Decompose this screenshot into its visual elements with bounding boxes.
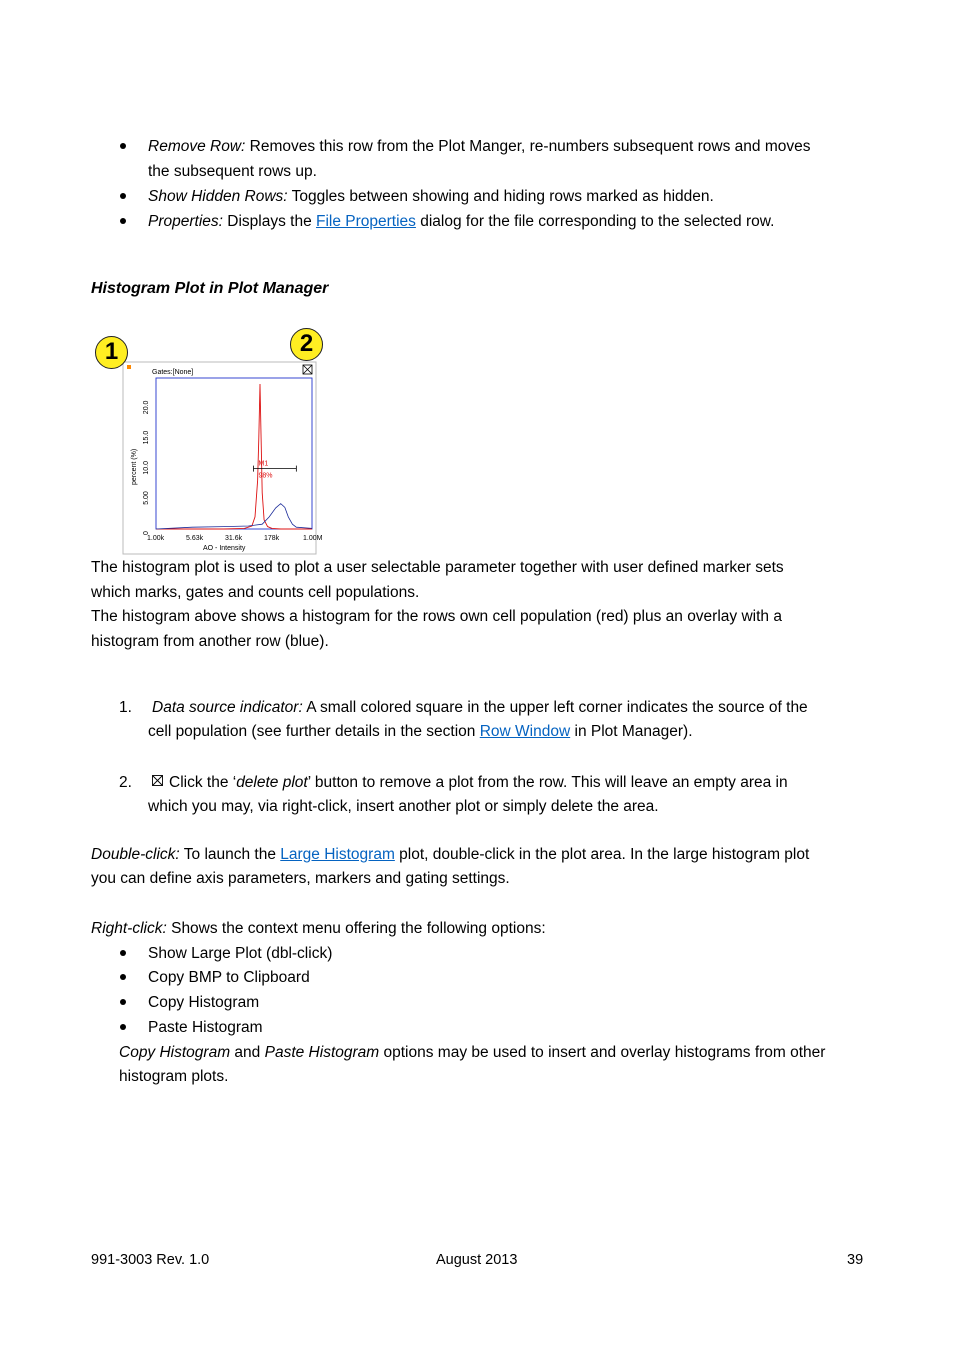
bullet-dot xyxy=(120,950,126,956)
right-click-para: Right-click: Shows the context menu offering the following options: xyxy=(91,920,546,937)
bullet-dot xyxy=(120,999,126,1005)
large-histogram-link[interactable]: Large Histogram xyxy=(280,846,395,863)
data-source-indicator[interactable] xyxy=(127,365,131,369)
closing-para: Copy Histogram and Paste Histogram options may be used to insert and overlay histograms from other xyxy=(119,1044,826,1061)
intro-line-3: The histogram above shows a histogram for the rows own cell population (red) plus an overlay with a xyxy=(91,608,782,625)
double-click-para: Double-click: To launch the Large Histogram plot, double-click in the plot area. In the large histogram plot xyxy=(91,846,810,863)
x-tick-label: 178k xyxy=(264,535,280,542)
menu-item-copy-bmp: Copy BMP to Clipboard xyxy=(148,969,310,986)
bullet-remove-row-cont: the subsequent rows up. xyxy=(148,163,317,180)
x-tick-label: 1.00k xyxy=(147,535,165,542)
menu-item-show-large-plot: Show Large Plot (dbl-click) xyxy=(148,945,333,962)
delete-plot-icon xyxy=(152,775,163,786)
section-heading: Histogram Plot in Plot Manager xyxy=(91,280,329,297)
bullet-dot xyxy=(120,974,126,980)
closing-para-cont: histogram plots. xyxy=(119,1068,229,1085)
x-axis-label: AO - Intensity xyxy=(203,545,246,552)
y-tick-label: 0 xyxy=(143,531,150,535)
y-tick-label: 5.00 xyxy=(143,491,150,505)
bullet-dot xyxy=(120,1024,126,1030)
intro-line-4: histogram from another row (blue). xyxy=(91,633,329,650)
y-axis-label: percent (%) xyxy=(131,448,138,485)
footer-doc-number: 991-3003 Rev. 1.0 xyxy=(91,1252,210,1268)
list-number-1: 1. xyxy=(119,699,132,716)
footer-page-number: 39 xyxy=(847,1252,864,1268)
numbered-item-2-cont: which you may, via right-click, insert another plot or simply delete the area. xyxy=(148,798,659,815)
callout-badge-1: 1 xyxy=(95,336,128,369)
bullet-properties: Properties: Displays the File Properties dialog for the file corresponding to the selected row. xyxy=(148,213,775,230)
bullet-show-hidden-rows: Show Hidden Rows: Toggles between showing and hiding rows marked as hidden. xyxy=(148,188,714,205)
y-tick-label: 10.0 xyxy=(143,460,150,475)
bullet-dot xyxy=(120,218,126,224)
row-window-link[interactable]: Row Window xyxy=(479,723,571,740)
numbered-item-1-cont: cell population (see further details in the section Row Window in Plot Manager). xyxy=(148,723,693,740)
marker-label: M1 xyxy=(258,460,269,468)
intro-line-2: which marks, gates and counts cell populations. xyxy=(91,584,420,601)
x-tick-label: 31.6k xyxy=(225,535,243,542)
bullet-remove-row: Remove Row: Removes this row from the Plot Manger, re-numbers subsequent rows and moves xyxy=(148,138,811,155)
bullet-dot xyxy=(120,193,126,199)
menu-item-copy-histogram: Copy Histogram xyxy=(148,994,260,1011)
bullet-dot xyxy=(120,143,126,149)
file-properties-link[interactable]: File Properties xyxy=(316,213,416,230)
x-tick-label: 5.63k xyxy=(185,535,204,542)
numbered-item-1: Data source indicator: A small colored square in the upper left corner indicates the source of the xyxy=(152,699,808,716)
marker-value: 98% xyxy=(258,472,273,480)
x-tick-label: 1.00M xyxy=(303,535,323,542)
plot-panel-border xyxy=(123,362,316,554)
histogram-figure[interactable] xyxy=(90,325,330,557)
delete-plot-button[interactable] xyxy=(303,365,312,374)
double-click-para-cont: you can define axis parameters, markers and gating settings. xyxy=(91,870,510,887)
menu-item-paste-histogram: Paste Histogram xyxy=(148,1019,263,1036)
chart-title: Gates:[None] xyxy=(152,369,194,376)
callout-badge-2: 2 xyxy=(290,328,323,361)
footer-date: August 2013 xyxy=(436,1252,518,1268)
y-tick-label: 20.0 xyxy=(143,400,150,415)
y-tick-label: 15.0 xyxy=(143,430,150,445)
list-number-2: 2. xyxy=(119,774,132,791)
numbered-item-2: Click the ‘delete plot’ button to remove a plot from the row. This will leave an empty area in xyxy=(152,770,788,795)
intro-line-1: The histogram plot is used to plot a user selectable parameter together with user defined marker sets xyxy=(91,559,784,576)
